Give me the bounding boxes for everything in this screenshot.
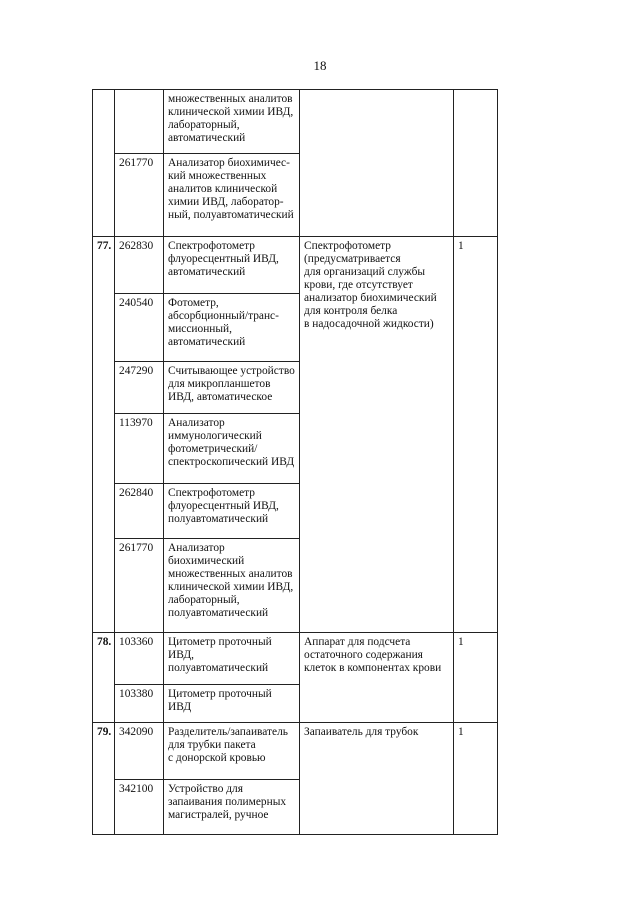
name-cell <box>164 90 300 154</box>
table-row <box>93 633 498 685</box>
name-line: множественных аналитов <box>168 568 293 580</box>
name-line: абсорбционный/транс- <box>168 310 279 322</box>
name-cell <box>164 723 300 780</box>
name-line: иммунологический <box>168 430 262 442</box>
name-line: биохимический <box>168 555 245 567</box>
name-line: с донорской кровью <box>168 752 266 764</box>
name-line: полуавтоматический <box>168 513 269 525</box>
name-cell <box>164 484 300 539</box>
purpose-line: Запаиватель для трубок <box>304 726 419 738</box>
name-line: автоматический <box>168 266 246 278</box>
name-line: фотометрический/ <box>168 443 258 455</box>
code-cell: 262840 <box>115 484 164 539</box>
code-cell: 261770 <box>115 539 164 633</box>
quantity-cell: 1 <box>454 237 498 633</box>
name-line: спектроскопический ИВД <box>168 456 295 468</box>
name-cell <box>164 362 300 414</box>
page-number: 18 <box>313 58 327 73</box>
code-cell: 247290 <box>115 362 164 414</box>
equipment-table <box>92 89 498 835</box>
purpose-cell <box>300 237 454 633</box>
code-cell: 262830 <box>115 237 164 294</box>
purpose-line: клеток в компонентах крови <box>304 662 442 674</box>
purpose-line: крови, где отсутствует <box>304 279 413 291</box>
name-line: миссионный, <box>168 323 232 335</box>
purpose-line: для организаций службы <box>304 266 426 278</box>
table-row <box>93 237 498 294</box>
purpose-line: для контроля белка <box>304 305 398 317</box>
table-row <box>93 723 498 780</box>
name-cell <box>164 780 300 835</box>
name-cell <box>164 294 300 362</box>
name-line: ный, полуавтоматический <box>168 209 294 221</box>
name-line: Спектрофотометр <box>168 487 255 499</box>
name-line: Считывающее устройство <box>168 365 295 377</box>
name-line: Разделитель/запаиватель <box>168 726 288 738</box>
name-line: автоматический <box>168 336 246 348</box>
item-number-cell: 78. <box>93 633 115 723</box>
table-row <box>93 90 498 154</box>
name-line: флуоресцентный ИВД, <box>168 253 279 265</box>
name-line: Устройство для <box>168 783 243 795</box>
code-cell: 342100 <box>115 780 164 835</box>
quantity-cell: 1 <box>454 723 498 835</box>
name-cell <box>164 414 300 484</box>
item-number-cell <box>93 90 115 237</box>
name-line: ИВД, <box>168 649 195 661</box>
purpose-line: в надосадочной жидкости) <box>304 318 434 330</box>
name-line: магистралей, ручное <box>168 809 269 821</box>
name-cell <box>164 633 300 685</box>
name-line: клинической химии ИВД, <box>168 581 294 593</box>
code-cell <box>115 90 164 154</box>
name-line: лабораторный, <box>168 119 240 131</box>
item-number-cell: 77. <box>93 237 115 633</box>
name-line: полуавтоматический <box>168 662 269 674</box>
name-line: Цитометр проточный <box>168 636 272 648</box>
name-line: Анализатор <box>168 542 225 554</box>
name-line: Цитометр проточный <box>168 688 272 700</box>
name-line: Фотометр, <box>168 297 219 309</box>
name-line: Анализатор биохимичес- <box>168 157 290 169</box>
item-number-cell: 79. <box>93 723 115 835</box>
name-cell <box>164 237 300 294</box>
purpose-line: остаточного содержания <box>304 649 423 661</box>
code-cell: 240540 <box>115 294 164 362</box>
code-cell: 261770 <box>115 154 164 237</box>
quantity-cell: 1 <box>454 633 498 723</box>
purpose-line: Спектрофотометр <box>304 240 391 252</box>
purpose-cell <box>300 633 454 723</box>
purpose-cell <box>300 90 454 237</box>
name-line: химии ИВД, лаборатор- <box>168 196 284 208</box>
name-line: полуавтоматический <box>168 607 269 619</box>
code-cell: 103360 <box>115 633 164 685</box>
name-line: ИВД <box>168 701 192 713</box>
code-cell: 342090 <box>115 723 164 780</box>
code-cell: 103380 <box>115 685 164 723</box>
name-cell <box>164 154 300 237</box>
name-line: клинической химии ИВД, <box>168 106 294 118</box>
purpose-cell <box>300 723 454 835</box>
code-cell: 113970 <box>115 414 164 484</box>
name-line: ИВД, автоматическое <box>168 391 273 403</box>
name-line: автоматический <box>168 132 246 144</box>
name-line: для микропланшетов <box>168 378 271 390</box>
name-line: Анализатор <box>168 417 225 429</box>
purpose-line: (предусматривается <box>304 253 401 265</box>
purpose-line: Аппарат для подсчета <box>304 636 411 648</box>
name-line: кий множественных <box>168 170 267 182</box>
quantity-cell <box>454 90 498 237</box>
name-line: множественных аналитов <box>168 93 293 105</box>
name-line: лабораторный, <box>168 594 240 606</box>
name-cell <box>164 539 300 633</box>
purpose-line: анализатор биохимический <box>304 292 437 304</box>
name-line: аналитов клинической <box>168 183 278 195</box>
name-cell <box>164 685 300 723</box>
name-line: флуоресцентный ИВД, <box>168 500 279 512</box>
name-line: запаивания полимерных <box>168 796 287 808</box>
name-line: для трубки пакета <box>168 739 256 751</box>
name-line: Спектрофотометр <box>168 240 255 252</box>
